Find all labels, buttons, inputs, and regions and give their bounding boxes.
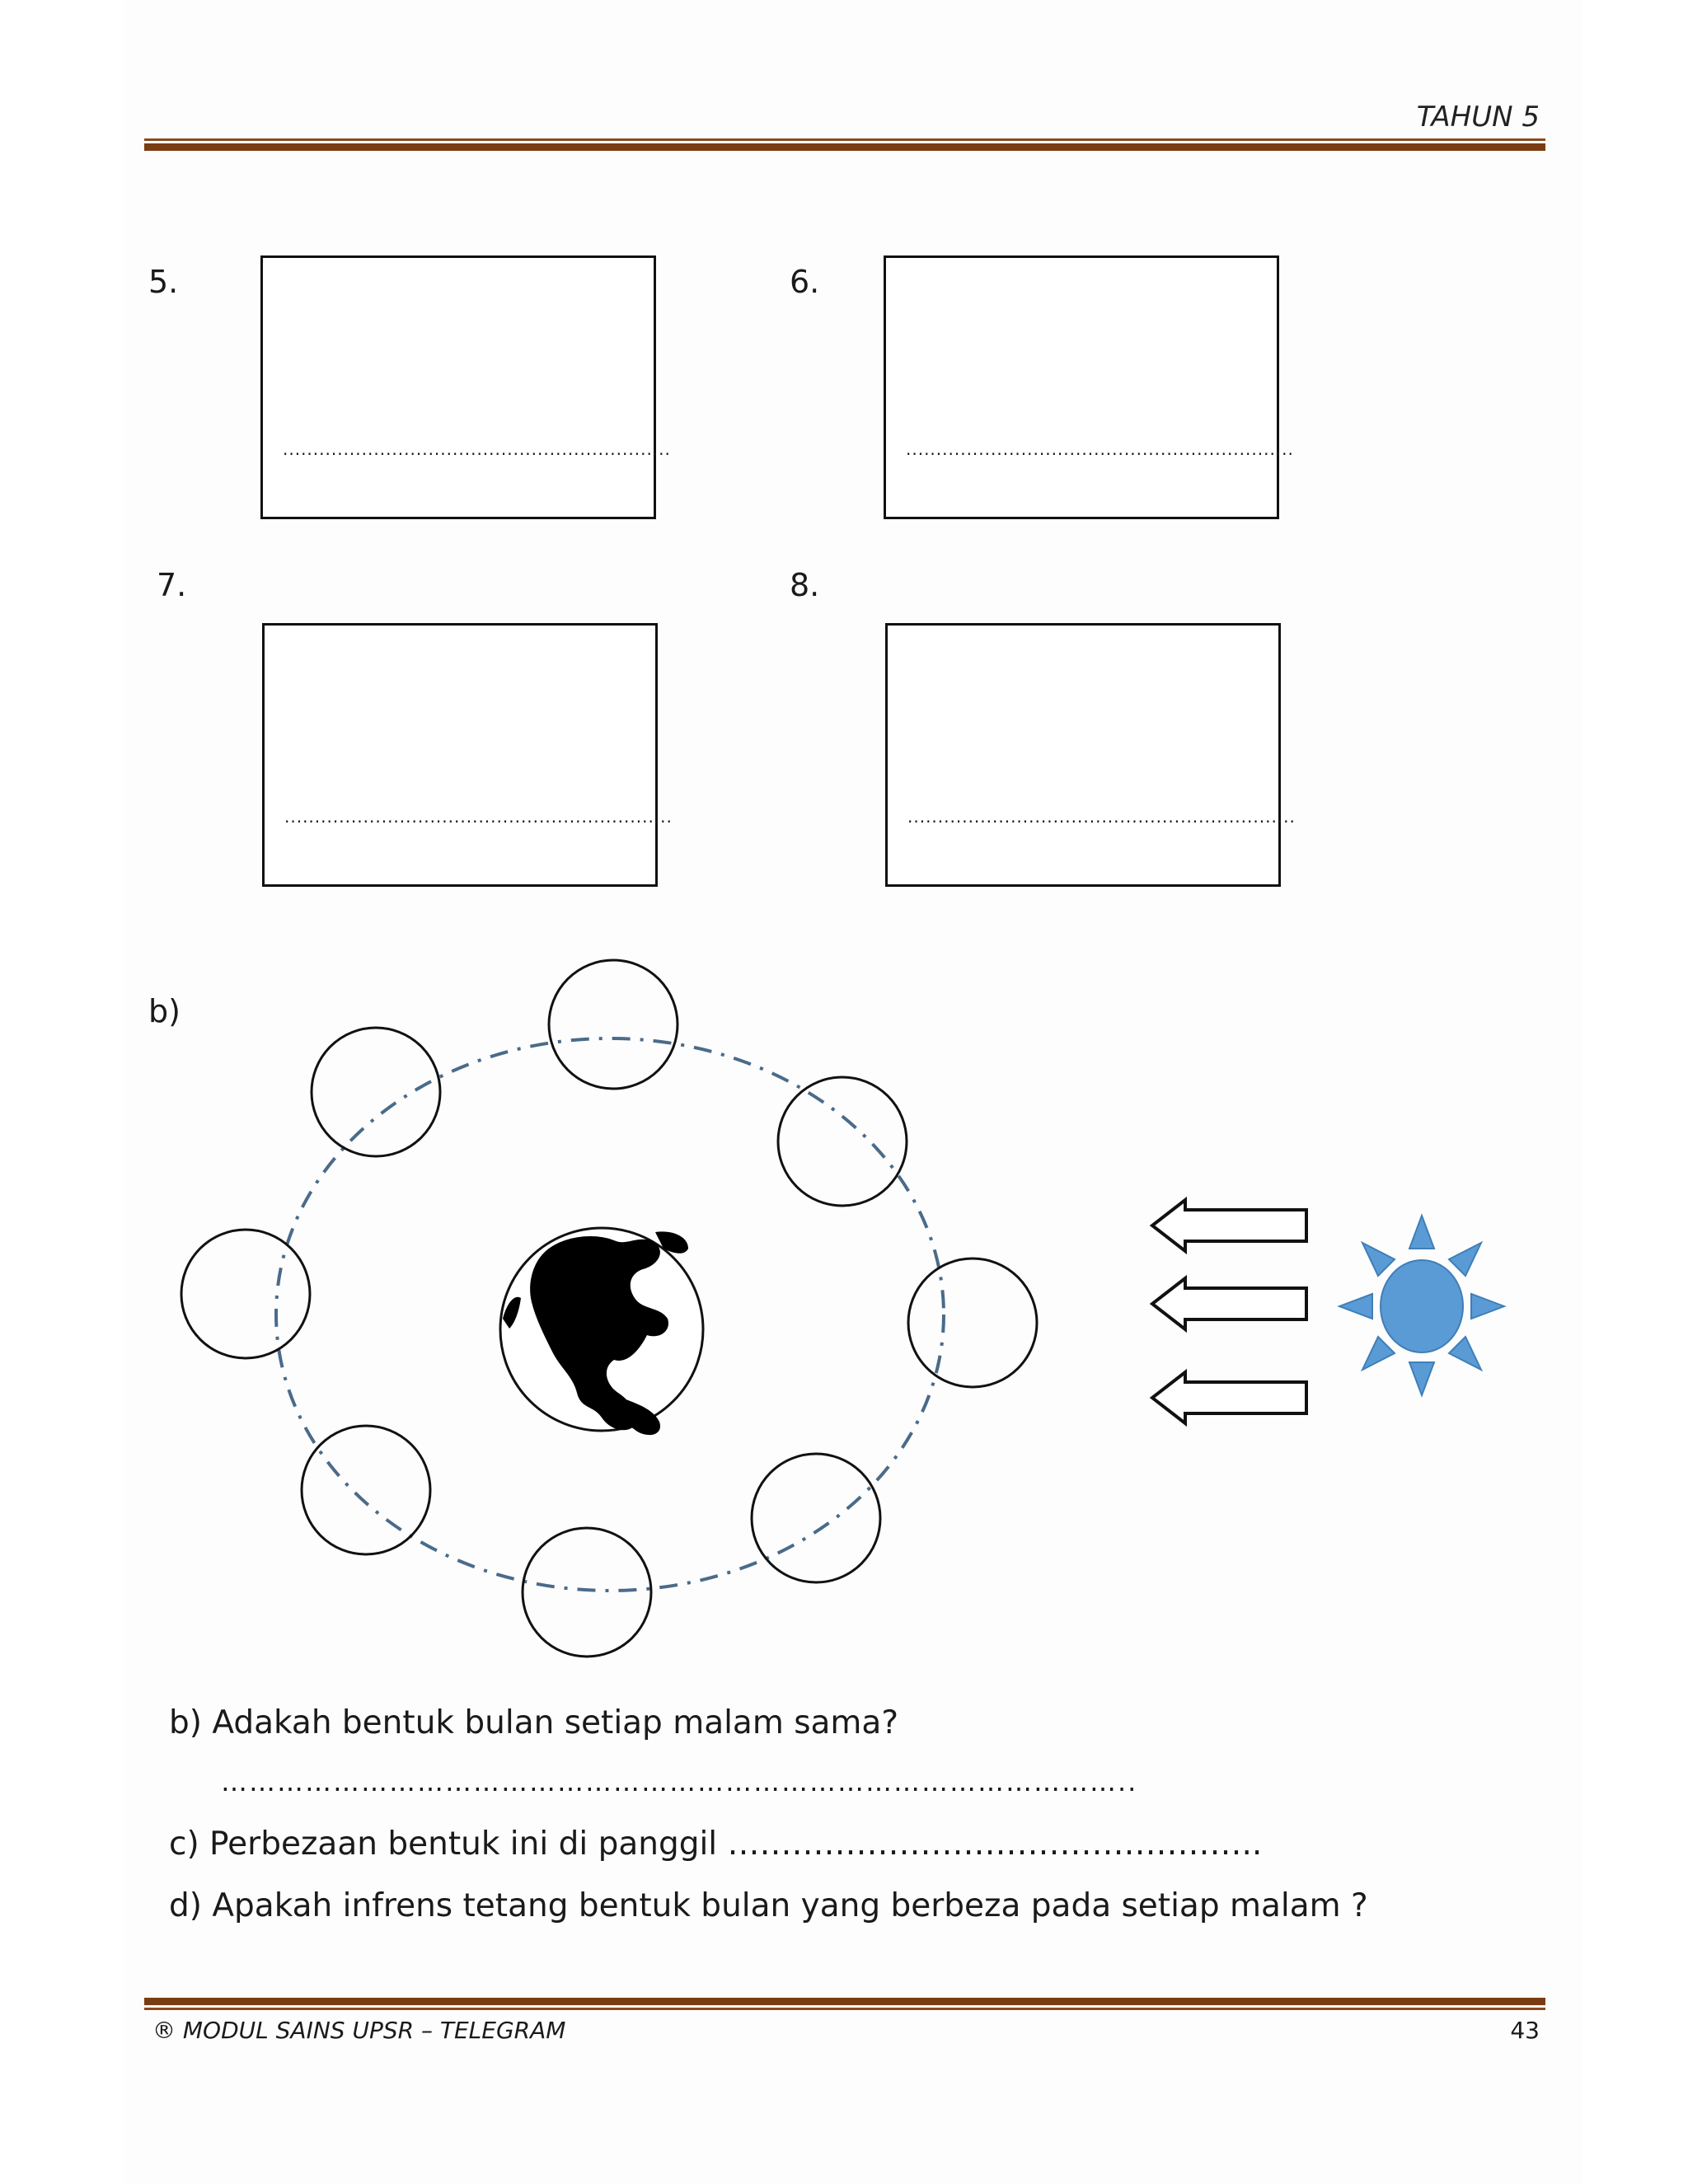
question-number-8: 8. (790, 567, 820, 603)
answer-dots: ................................................................ (283, 439, 671, 459)
moon-position-2 (312, 1028, 440, 1156)
answer-dots: ................................................................ (284, 807, 673, 827)
footer-title: ® MODUL SAINS UPSR – TELEGRAM (152, 2017, 566, 2044)
answer-box-7 (262, 623, 673, 887)
header-label: TAHUN 5 (1416, 101, 1540, 134)
moon-position-1 (549, 960, 678, 1089)
earth-globe-icon (500, 1228, 703, 1435)
footer-rule (144, 1998, 1545, 2010)
sun-icon (1339, 1216, 1504, 1395)
moon-position-6 (302, 1426, 430, 1554)
moon-phase-diagram (0, 940, 1688, 1681)
question-c: c) Perbezaan bentuk ini di panggil ………………………………………….. (169, 1825, 1263, 1863)
left-arrow-icon (1152, 1278, 1306, 1329)
section-b-label: b) (148, 993, 181, 1029)
answer-box-6 (884, 255, 1294, 519)
answer-line-b: …………………………………………………………………………………….. (221, 1766, 1138, 1797)
answer-dots: ................................................................ (907, 807, 1296, 827)
question-number-5: 5. (148, 264, 179, 300)
header-rule (144, 138, 1545, 151)
moon-position-3 (778, 1077, 907, 1206)
question-b: b) Adakah bentuk bulan setiap malam sama? (169, 1704, 899, 1741)
left-arrow-icon (1152, 1200, 1306, 1251)
moon-position-7 (752, 1454, 880, 1582)
left-arrow-icon (1152, 1372, 1306, 1423)
answer-box-5 (260, 255, 671, 519)
moon-position-5 (908, 1258, 1037, 1387)
question-number-6: 6. (790, 264, 820, 300)
answer-dots: ................................................................ (906, 439, 1294, 459)
page-number: 43 (1510, 2017, 1540, 2044)
answer-box-8 (885, 623, 1296, 887)
question-number-7: 7. (157, 567, 187, 603)
moon-position-8 (523, 1528, 651, 1657)
moon-position-4 (181, 1230, 310, 1358)
question-d: d) Apakah infrens tetang bentuk bulan yang berbeza pada setiap malam ? (169, 1887, 1368, 1924)
